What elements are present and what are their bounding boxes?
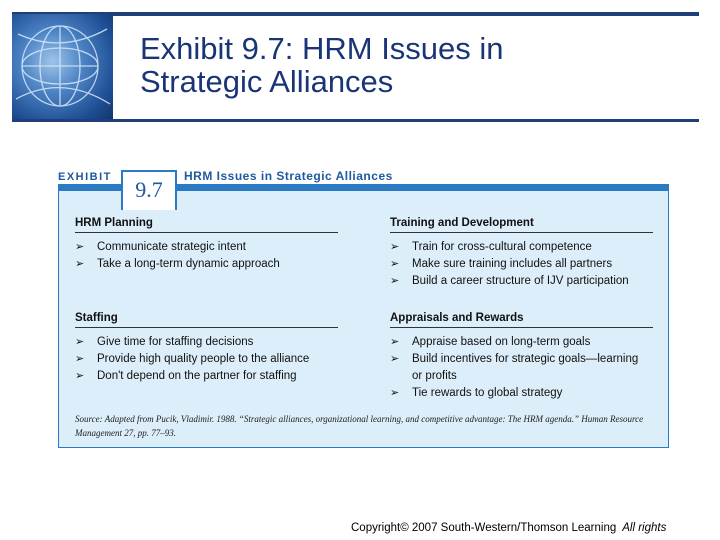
list-item: ➢ Don't depend on the partner for staffing: [75, 368, 338, 385]
exhibit-number: 9.7: [121, 170, 177, 210]
section-title: HRM Planning: [75, 217, 338, 233]
list-item: ➢ Provide high quality people to the alliance: [75, 351, 338, 368]
list-item: ➢ Give time for staffing decisions: [75, 334, 338, 351]
source-citation: Source: Adapted from Pucik, Vladimir. 1988. “Strategic alliances, organizational learning, and competitive advantage: The HRM agenda.” Human Resource Management 27, pp. 77–93.: [75, 414, 644, 438]
section-training-development: [390, 217, 653, 290]
list-item: ➢ Train for cross-cultural competence: [390, 239, 653, 256]
list-item: ➢ Build a career structure of IJV participation: [390, 273, 653, 290]
globe-logo-image: [12, 14, 113, 119]
list-item: ➢ Appraise based on long-term goals: [390, 334, 653, 351]
arrow-bullet-icon: ➢: [390, 275, 400, 287]
section-title: Training and Development: [390, 217, 653, 233]
header-top-rule: [12, 12, 699, 16]
section-staffing: [75, 312, 338, 385]
list-item: ➢ Take a long-term dynamic approach: [75, 256, 338, 273]
list-item: ➢ Make sure training includes all partners: [390, 256, 653, 273]
arrow-bullet-icon: ➢: [390, 336, 400, 348]
arrow-bullet-icon: ➢: [75, 336, 85, 348]
arrow-bullet-icon: ➢: [390, 258, 400, 270]
list-item: ➢ Tie rewards to global strategy: [390, 385, 653, 402]
slide-title: [140, 32, 700, 98]
copyright-footer: [351, 522, 666, 534]
arrow-bullet-icon: ➢: [75, 258, 85, 270]
exhibit-panel: [58, 191, 669, 448]
section-title: Appraisals and Rewards: [390, 312, 653, 328]
list-item-continuation: or profits: [412, 370, 457, 382]
header-bottom-rule: [12, 119, 699, 122]
arrow-bullet-icon: ➢: [390, 241, 400, 253]
arrow-bullet-icon: ➢: [75, 370, 85, 382]
exhibit-label: EXHIBIT: [58, 171, 112, 183]
section-appraisals-rewards: [390, 312, 653, 402]
exhibit-heading: HRM Issues in Strategic Alliances: [184, 169, 393, 183]
rights-text: All rights: [622, 522, 667, 534]
arrow-bullet-icon: ➢: [390, 387, 400, 399]
slide-title-line-2: Strategic Alliances: [140, 64, 394, 99]
list-item: ➢ Build incentives for strategic goals—learning: [390, 351, 653, 368]
slide-title-line-1: Exhibit 9.7: HRM Issues in: [140, 31, 504, 66]
arrow-bullet-icon: ➢: [75, 241, 85, 253]
list-item: ➢ Communicate strategic intent: [75, 239, 338, 256]
copyright-text: Copyright© 2007 South-Western/Thomson Learning: [351, 522, 617, 534]
section-title: Staffing: [75, 312, 338, 328]
arrow-bullet-icon: ➢: [75, 353, 85, 365]
section-hrm-planning: [75, 217, 338, 273]
arrow-bullet-icon: ➢: [390, 353, 400, 365]
